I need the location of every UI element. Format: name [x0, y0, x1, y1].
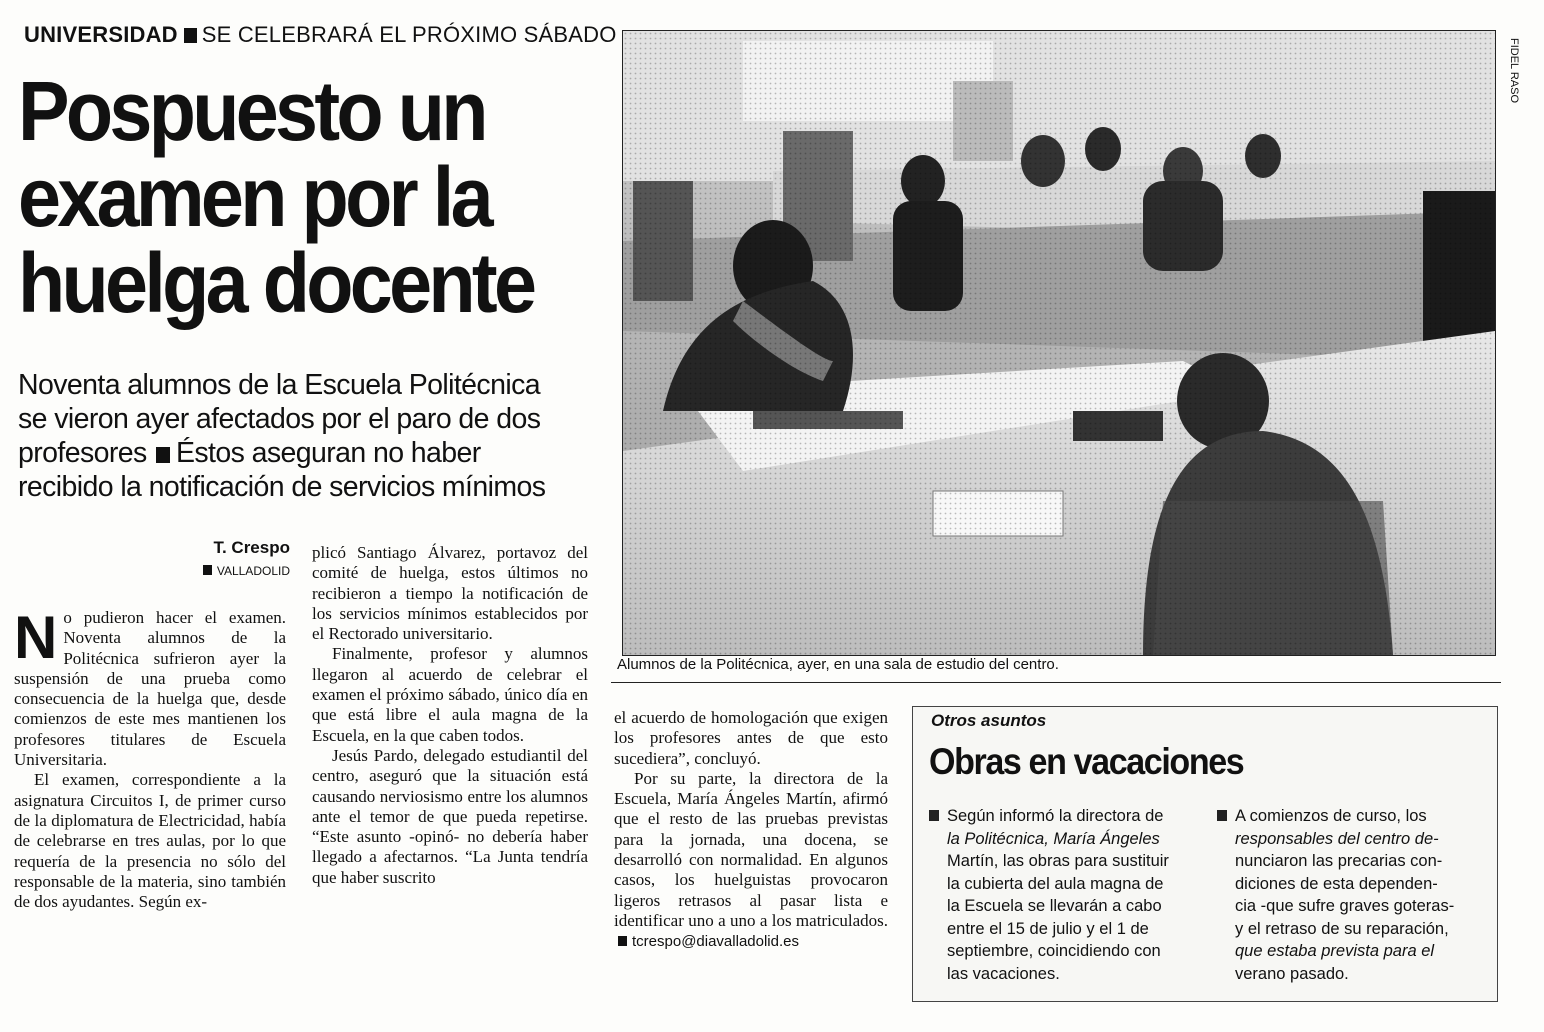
byline — [200, 538, 290, 578]
headline-line: huelga docente — [18, 236, 534, 330]
subhead-line — [18, 402, 598, 436]
paragraph: plicó Santiago Álvarez, portavoz del comité de huelga, estos últimos no recibieron a tiempo la notificación de los servicios mínimos establecidos por el Rectorado universitario. — [312, 543, 588, 644]
paragraph: el acuerdo de homologación que exigen los profesores antes de que esto sucediera”, concluyó. — [614, 708, 888, 768]
divider — [611, 682, 1501, 683]
sidebar-line: la Politécnica, María Ángeles — [947, 829, 1160, 848]
paragraph: Jesús Pardo, delegado estudiantil del centro, aseguró que la situación está causando nerviosismo entre los alumnos ante el temor de que pueda repetirse. “Este asunto -opinó- no debería haber llegado a afectarnos. “La Junta tendría que haber suscrito — [312, 745, 588, 887]
sidebar-line: nunciaron las precarias con- — [1235, 852, 1443, 870]
article-column-2 — [312, 543, 588, 888]
subhead-line-text: se vieron ayer afectados por el paro de dos — [18, 403, 541, 435]
article-column-1 — [14, 604, 286, 912]
kicker-subtitle: SE CELEBRARÁ EL PRÓXIMO SÁBADO — [201, 22, 617, 47]
sidebar-line: diciones de esta dependen- — [1235, 874, 1438, 893]
dateline — [200, 564, 290, 578]
paragraph: El examen, correspondiente a la asignatura Circuitos I, de primer curso de la diplomatura de Electricidad, había de celebrarse en tres aulas, por lo que requería de la presencia no sólo del responsable de la materia, sino también de dos ayudantes. Según ex- — [14, 770, 286, 912]
study-room-photo — [623, 31, 1495, 655]
subhead-line — [18, 436, 598, 470]
drop-cap: N — [14, 604, 58, 671]
sidebar-line: Martín, las obras para sustituir — [947, 852, 1169, 870]
paragraph: Finalmente, profesor y alumnos llegaron al acuerdo de celebrar el examen el próximo sábado, único día en que está libre el aula magna de la Escuela, en la que caben todos. — [312, 644, 588, 745]
photo-caption: Alumnos de la Politécnica, ayer, en una sala de estudio del centro. — [617, 656, 1059, 673]
sidebar-line — [929, 805, 1187, 828]
headline-line: examen por la — [18, 150, 490, 244]
subhead-line-text: Éstos aseguran no haber — [175, 437, 481, 469]
sidebar-line: la cubierta del aula magna de — [947, 874, 1164, 893]
sidebar-line — [1217, 805, 1475, 828]
square-bullet-icon — [1217, 810, 1227, 821]
section-label: UNIVERSIDAD — [24, 22, 178, 47]
sidebar-line-text: A comienzos de curso, los — [1235, 807, 1427, 825]
section-kicker — [24, 22, 617, 48]
headline — [18, 64, 561, 330]
paragraph — [14, 604, 286, 770]
paragraph — [614, 769, 888, 953]
headline-line: Pospuesto un — [18, 64, 485, 158]
sidebar-line: las vacaciones. — [947, 964, 1060, 983]
sidebar-line: verano pasado. — [1235, 964, 1349, 983]
square-bullet-icon — [929, 810, 939, 821]
paragraph-text: o pudieron hacer el examen. Noventa alumnos de la Politécnica sufrieron ayer la suspensión de una prueba como consecuencia de la huelga que, desde comienzos de este mes mantienen los profesores titulares de Escuela Universitaria. — [14, 608, 286, 770]
sidebar-line-text: Según informó la directora de — [947, 807, 1164, 825]
photo-credit: FIDEL RASO — [1508, 38, 1520, 103]
square-bullet-icon — [184, 28, 197, 43]
sidebar-line: septiembre, coincidiendo con — [947, 942, 1161, 960]
sidebar-box — [912, 706, 1498, 1002]
sidebar-line: que estaba prevista para el — [1235, 942, 1435, 960]
sidebar-title: Obras en vacaciones — [929, 741, 1244, 782]
sidebar-line: responsables del centro de- — [1235, 829, 1439, 848]
sidebar-line: entre el 15 de julio y el 1 de — [947, 919, 1149, 938]
sidebar-column-right — [1217, 805, 1475, 985]
news-photo — [622, 30, 1496, 656]
paragraph-text: Por su parte, la directora de la Escuela, María Ángeles Martín, afirmó que el resto de las pruebas previstas para la jornada, una docena, se desarrolló con normalidad. En algunos casos, los huelguistas provocaron ligeros retrasos al pasar lista e identificar uno a uno a los matriculados. — [614, 768, 888, 930]
author-name: T. Crespo — [213, 538, 290, 557]
square-bullet-icon — [203, 565, 212, 575]
square-bullet-icon — [156, 447, 170, 463]
square-bullet-icon — [618, 936, 627, 946]
subhead-line: Noventa alumnos de la Escuela Politécnica — [18, 369, 540, 401]
subhead-line-text: profesores — [18, 437, 147, 469]
sidebar-line: y el retraso de su reparación, — [1235, 919, 1449, 938]
dateline-place: VALLADOLID — [216, 564, 290, 578]
sidebar-line: la Escuela se llevarán a cabo — [947, 897, 1162, 915]
author-email: tcrespo@diavalladolid.es — [632, 933, 799, 951]
sidebar-column-left — [929, 805, 1187, 985]
sidebar-label: Otros asuntos — [931, 711, 1047, 730]
subhead — [18, 368, 598, 504]
sidebar-line: cia -que sufre graves goteras- — [1235, 897, 1455, 915]
subhead-line: recibido la notificación de servicios mínimos — [18, 471, 546, 503]
article-column-3 — [614, 708, 888, 953]
